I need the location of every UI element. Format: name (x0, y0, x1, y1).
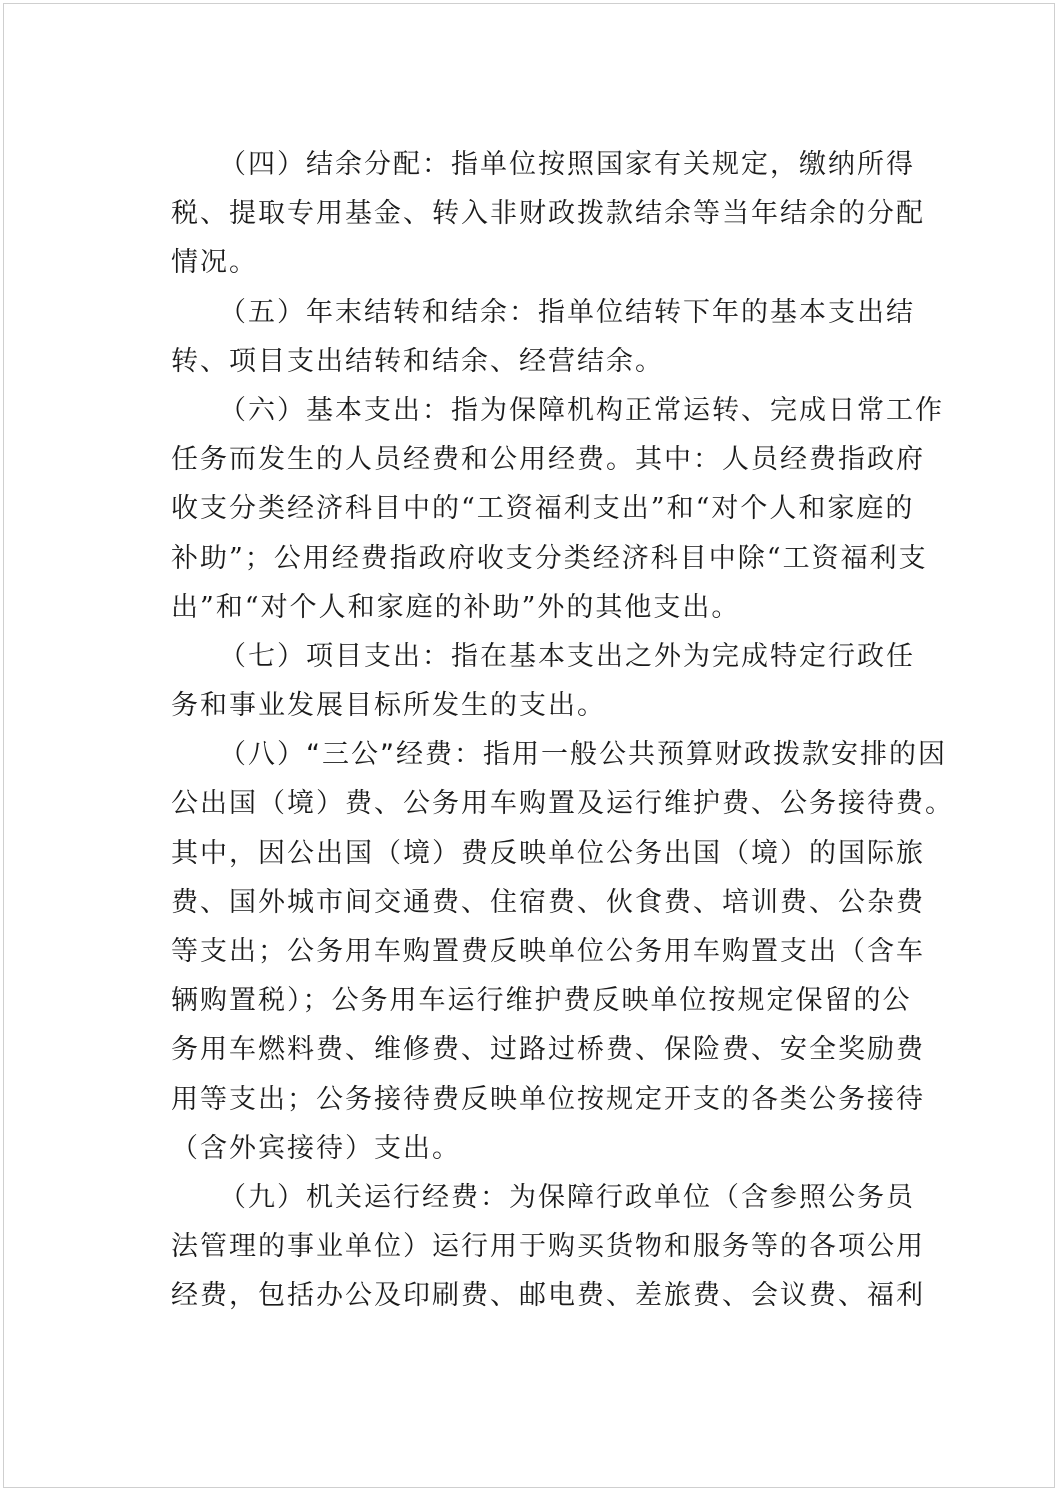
paragraph-4-line-3: 情况。 (171, 247, 258, 279)
paragraph-6-text: 指为保障机构正常运转、完成日常工作 (451, 394, 944, 426)
paragraph-6-line-3: 收支分类经济科目中的“工资福利支出”和“对个人和家庭的 (171, 493, 915, 525)
paragraph-5-text: 指单位结转下年的基本支出结 (538, 296, 915, 328)
paragraph-4-line-1 (171, 140, 915, 189)
paragraph-6-line-4: 补助”；公用经费指政府收支分类经济科目中除“工资福利支 (171, 542, 928, 574)
paragraph-9-term: （九）机关运行经费： (219, 1181, 509, 1213)
paragraph-8-line-8: 用等支出；公务接待费反映单位按规定开支的各类公务接待 (171, 1083, 925, 1115)
page-frame (3, 3, 1055, 1488)
paragraph-7-text: 指在基本支出之外为完成特定行政任 (451, 640, 915, 672)
paragraph-8-line-7: 务用车燃料费、维修费、过路过桥费、保险费、安全奖励费 (171, 1034, 925, 1066)
paragraph-8-line-9: （含外宾接待）支出。 (171, 1132, 461, 1164)
paragraph-9-line-1 (171, 1173, 915, 1222)
paragraph-8-line-6: 辆购置税）；公务用车运行维护费反映单位按规定保留的公 (171, 985, 912, 1017)
paragraph-8-line-4: 费、国外城市间交通费、住宿费、伙食费、培训费、公杂费 (171, 886, 925, 918)
paragraph-8-line-3: 其中，因公出国（境）费反映单位公务出国（境）的国际旅 (171, 837, 925, 869)
paragraph-8-term: （八）“三公”经费： (219, 739, 483, 771)
paragraph-9-text: 为保障行政单位（含参照公务员 (509, 1181, 915, 1213)
paragraph-6-term: （六）基本支出： (219, 394, 451, 426)
paragraph-8-line-1 (171, 730, 947, 779)
paragraph-8-text: 指用一般公共预算财政拨款安排的因 (482, 739, 947, 771)
paragraph-9-line-3: 经费，包括办公及印刷费、邮电费、差旅费、会议费、福利 (171, 1280, 925, 1312)
paragraph-8-line-5: 等支出；公务用车购置费反映单位公务用车购置支出（含车 (171, 936, 925, 967)
paragraph-7-line-1 (171, 632, 915, 681)
paragraph-8-line-2: 公出国（境）费、公务用车购置及运行维护费、公务接待费。 (171, 788, 954, 820)
paragraph-6-line-2: 任务而发生的人员经费和公用经费。其中：人员经费指政府 (171, 444, 925, 476)
paragraph-9-line-2: 法管理的事业单位）运行用于购买货物和服务等的各项公用 (171, 1231, 925, 1263)
paragraph-5-term: （五）年末结转和结余： (219, 296, 538, 328)
paragraph-7-term: （七）项目支出： (219, 640, 451, 672)
paragraph-5-line-1 (171, 288, 915, 337)
paragraph-7-line-2: 务和事业发展目标所发生的支出。 (171, 690, 606, 722)
paragraph-4-line-2: 税、提取专用基金、转入非财政拨款结余等当年结余的分配 (171, 198, 925, 230)
paragraph-4-term: （四）结余分配： (219, 149, 451, 180)
paragraph-5-line-2: 转、项目支出结转和结余、经营结余。 (171, 345, 664, 377)
paragraph-6-line-5: 出”和“对个人和家庭的补助”外的其他支出。 (171, 591, 741, 623)
paragraph-6-line-1 (171, 386, 944, 435)
paragraph-4-text: 指单位按照国家有关规定，缴纳所得 (451, 149, 915, 180)
document-body (171, 140, 954, 1321)
